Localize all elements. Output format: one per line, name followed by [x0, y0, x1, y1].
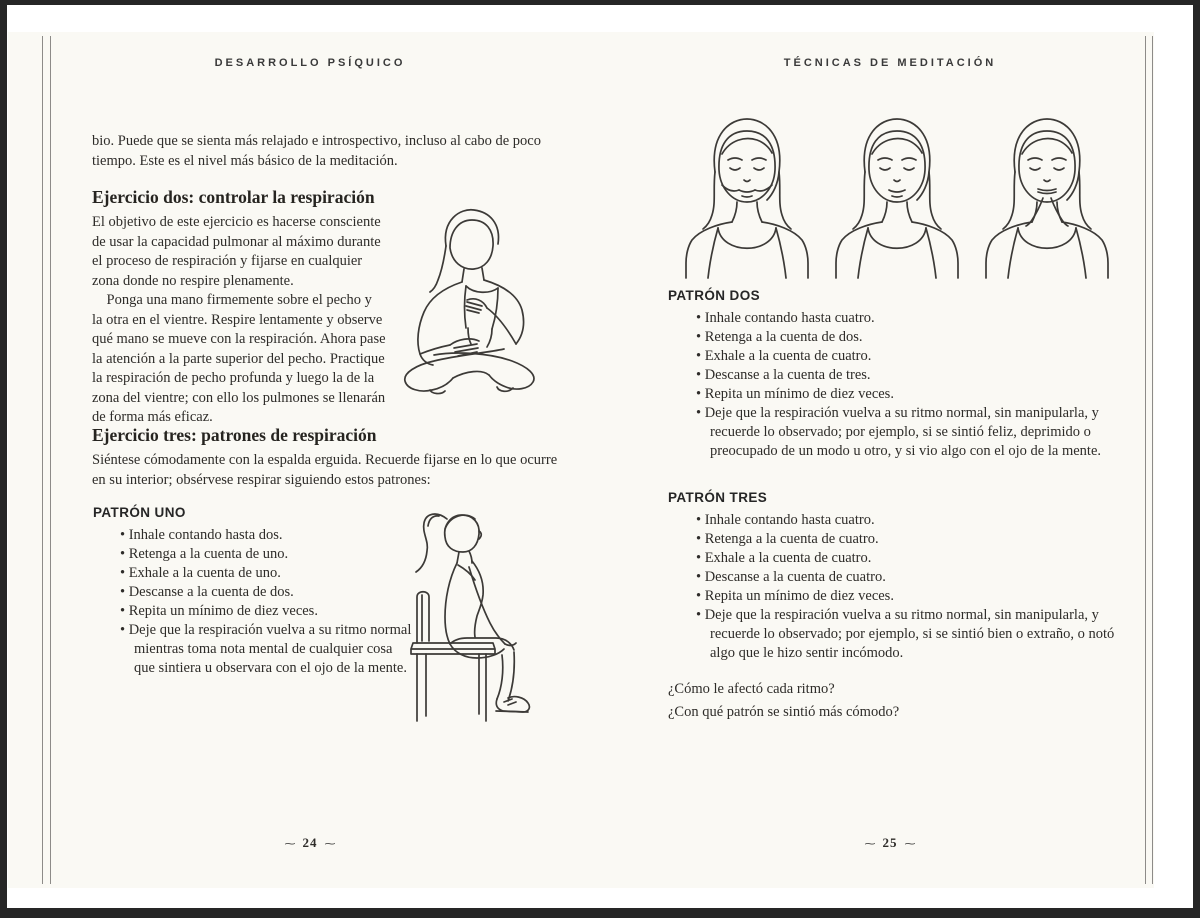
- book-spread: [8, 32, 1154, 888]
- list-item: • Descanse a la cuenta de cuatro.: [696, 568, 1128, 587]
- pattern-three-title: PATRÓN TRES: [668, 490, 768, 505]
- exercise-two-heading: Ejercicio dos: controlar la respiración: [92, 187, 375, 207]
- list-item: • Inhale contando hasta dos.: [120, 526, 412, 545]
- folio-number: 24: [302, 835, 318, 850]
- list-item: • Retenga a la cuenta de cuatro.: [696, 530, 1128, 549]
- list-item: • Inhale contando hasta cuatro.: [696, 309, 1128, 328]
- folio-ornament-left: ⁓: [864, 837, 876, 850]
- list-item: • Inhale contando hasta cuatro.: [696, 511, 1128, 530]
- pattern-one-title: PATRÓN UNO: [93, 505, 186, 520]
- right-page-number: [660, 835, 1120, 851]
- folio-ornament-right: ⁓: [904, 837, 916, 850]
- pattern-two-title: PATRÓN DOS: [668, 288, 761, 303]
- exercise-three-paragraph: Siéntese cómodamente con la espalda erguida. Recuerde fijarse en lo que ocurre en su interior; obsérvese respirar siguiendo estos patrones:: [92, 452, 558, 488]
- list-item: • Deje que la respiración vuelva a su ritmo normal mientras toma nota mental de cualquier cosa que sintiera u observara con el ojo de la mente.: [120, 621, 412, 678]
- exercise-two-paragraph: El objetivo de este ejercicio es hacerse consciente de usar la capacidad pulmonar al máximo durante el proceso de respiración y fijarse en cualquier zona donde no respire plenamente. Ponga una mano firmemente sobre el pecho y la otra en el vientre. Respire lentamente y observe qué mano se mueve con la respiración. Ahora pase la atención a la parte superior del pecho. Practique la respiración de pecho profunda y luego la de la zona del vientre; con ello los pulmones se llenarán de forma más eficaz.: [92, 214, 386, 425]
- folio-ornament-left: ⁓: [284, 837, 296, 850]
- list-item: • Retenga a la cuenta de uno.: [120, 545, 412, 564]
- right-running-header: TÉCNICAS DE MEDITACIÓN: [783, 57, 997, 69]
- page-edge-line: [42, 36, 43, 884]
- list-item: • Descanse a la cuenta de dos.: [120, 583, 412, 602]
- list-item: • Exhale a la cuenta de cuatro.: [696, 549, 1128, 568]
- list-item: • Repita un mínimo de diez veces.: [696, 385, 1128, 404]
- list-item: • Exhale a la cuenta de cuatro.: [696, 347, 1128, 366]
- left-running-header: DESARROLLO PSÍQUICO: [214, 57, 406, 69]
- reflection-questions: ¿Cómo le afectó cada ritmo? ¿Con qué patrón se sintió más cómodo?: [668, 681, 900, 720]
- pattern-three-list: [696, 511, 1128, 663]
- page-edge-line: [1152, 36, 1153, 884]
- list-item: • Descanse a la cuenta de tres.: [696, 366, 1128, 385]
- page-edge-line: [1145, 36, 1146, 884]
- meditating-woman-illustration: [386, 202, 554, 407]
- scan-background: [7, 5, 1193, 908]
- list-item: • Repita un mínimo de diez veces.: [120, 602, 412, 621]
- left-page-number: [80, 835, 540, 851]
- list-item: • Retenga a la cuenta de dos.: [696, 328, 1128, 347]
- page-edge-line: [50, 36, 51, 884]
- list-item: • Deje que la respiración vuelva a su ritmo normal, sin manipularla, y recuerde lo observado; por ejemplo, si se sintió bien o extraño, o notó algo que le hizo sentir incómodo.: [696, 606, 1128, 663]
- exercise-three-heading: Ejercicio tres: patrones de respiración: [92, 425, 377, 445]
- intro-paragraph: bio. Puede que se sienta más relajado e introspectivo, incluso al cabo de poco tiempo. Este es el nivel más básico de la meditación.: [92, 133, 541, 169]
- folio-number: 25: [882, 835, 898, 850]
- chair-sitting-woman-illustration: [395, 503, 550, 731]
- list-item: • Exhale a la cuenta de uno.: [120, 564, 412, 583]
- three-breathing-faces-illustration: [672, 112, 1117, 284]
- list-item: • Deje que la respiración vuelva a su ritmo normal, sin manipularla, y recuerde lo observado; por ejemplo, si se sintió feliz, deprimido o preocupado de un modo u otro, y si vio algo con el ojo de la mente.: [696, 404, 1128, 461]
- folio-ornament-right: ⁓: [324, 837, 336, 850]
- pattern-one-list: [120, 526, 412, 678]
- pattern-two-list: [696, 309, 1128, 461]
- list-item: • Repita un mínimo de diez veces.: [696, 587, 1128, 606]
